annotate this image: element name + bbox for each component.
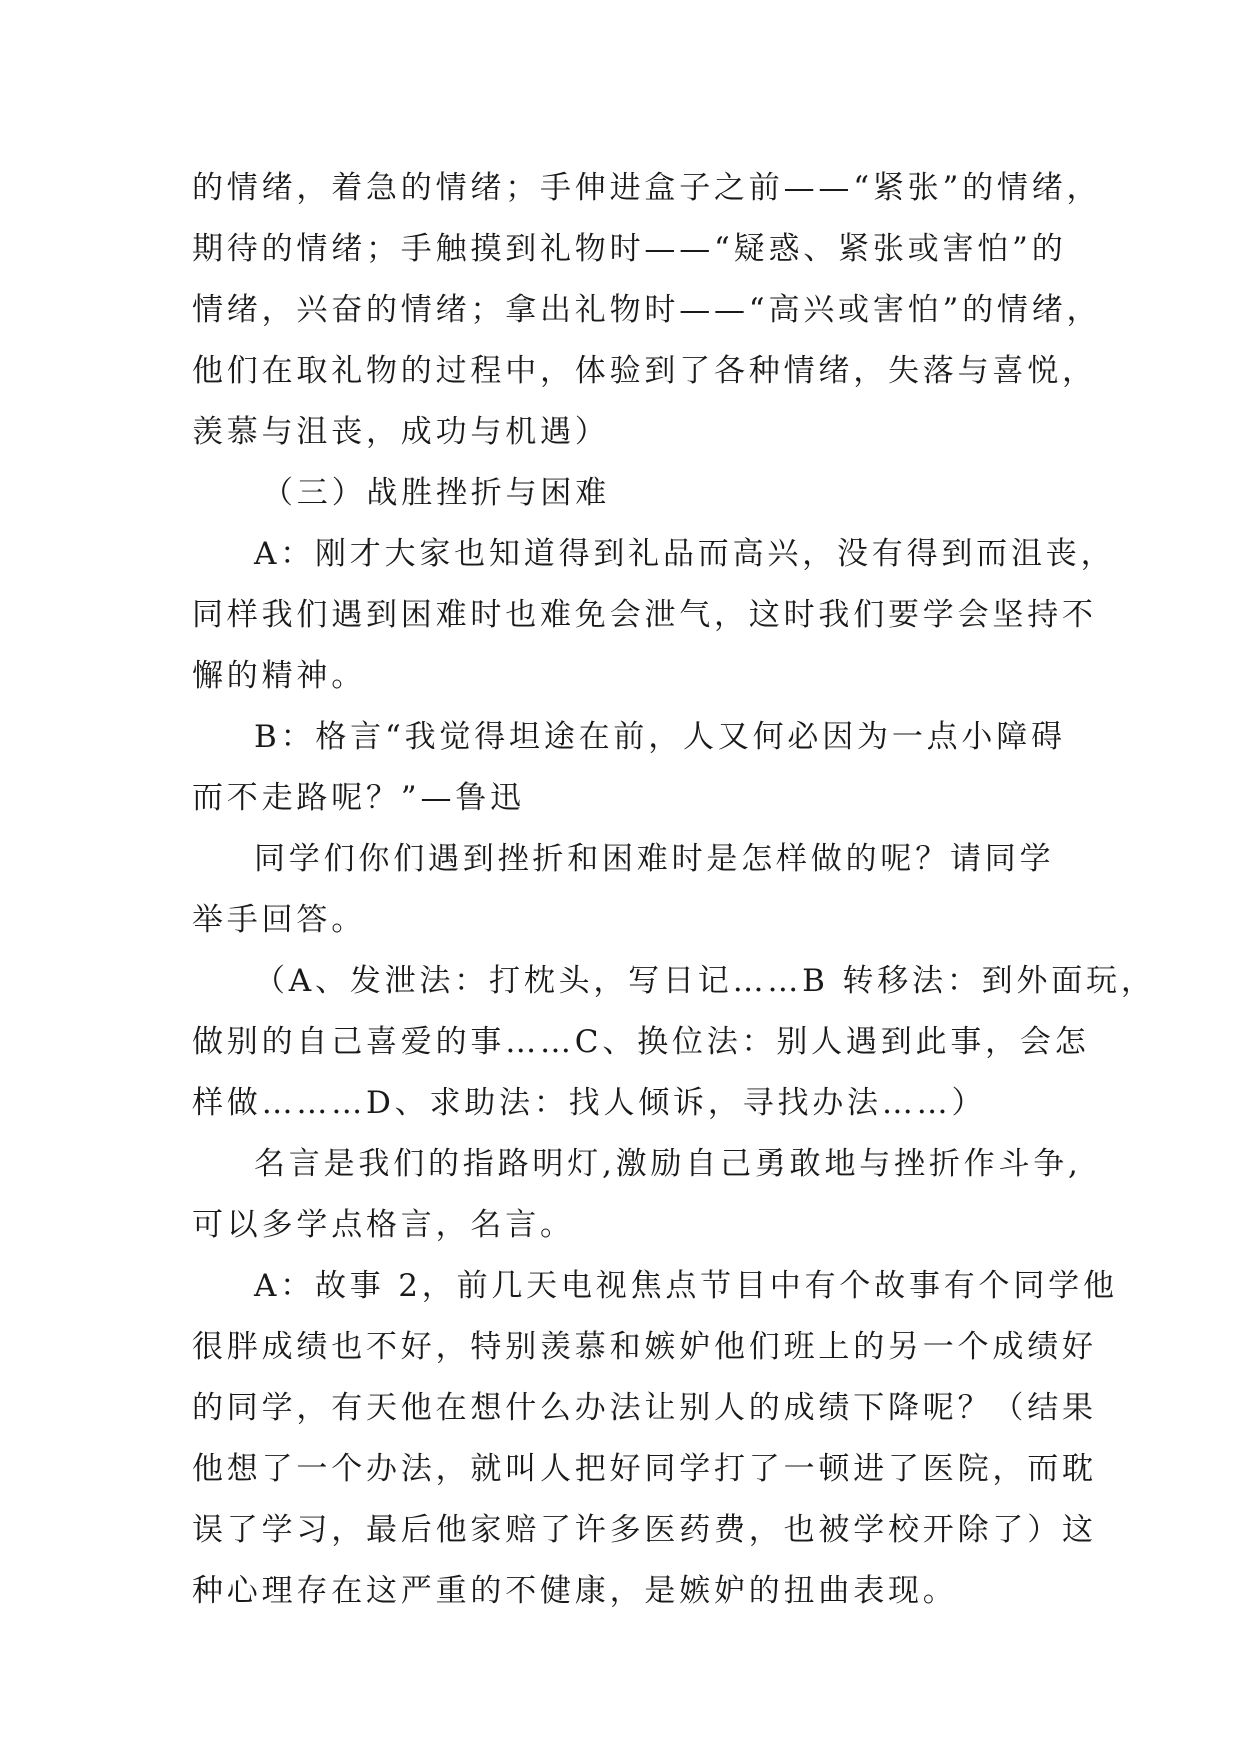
document-body	[192, 158, 1156, 1622]
text-line: 而不走路呢？”—鲁迅	[192, 780, 525, 816]
paragraph-question	[192, 829, 1055, 951]
paragraph-b-quote	[192, 707, 1066, 829]
text-line: 的情绪，着急的情绪；手伸进盒子之前——“紧张”的情绪，	[192, 170, 1102, 206]
text-line: 羡慕与沮丧，成功与机遇）	[192, 414, 610, 450]
text-line: （A、发泄法：打枕头，写日记……B 转移法：到外面玩，	[254, 963, 1156, 999]
paragraph-emotions	[192, 158, 1102, 463]
text-line: A：刚才大家也知道得到礼品而高兴，没有得到而沮丧，	[254, 536, 1116, 572]
heading-text: （三）战胜挫折与困难	[262, 475, 610, 511]
text-line: 做别的自己喜爱的事……C、换位法：别人遇到此事，会怎	[192, 1024, 1090, 1060]
text-line: B：格言“我觉得坦途在前，人又何必因为一点小障碍	[254, 719, 1066, 755]
text-line: 懈的精神。	[192, 658, 366, 694]
text-line: 期待的情绪；手触摸到礼物时——“疑惑、紧张或害怕”的	[192, 231, 1067, 267]
paragraph-a-setback	[192, 524, 1116, 707]
text-line: 举手回答。	[192, 902, 366, 938]
text-line: 误了学习，最后他家赔了许多医药费，也被学校开除了）这	[192, 1512, 1097, 1548]
text-line: 情绪，兴奋的情绪；拿出礼物时——“高兴或害怕”的情绪，	[192, 292, 1102, 328]
text-line: 名言是我们的指路明灯,激励自己勇敢地与挫折作斗争,	[254, 1146, 1082, 1182]
text-line: 很胖成绩也不好，特别羡慕和嫉妒他们班上的另一个成绩好	[192, 1329, 1097, 1365]
paragraph-methods	[192, 951, 1156, 1134]
text-line: 样做………D、求助法：找人倾诉，寻找办法……）	[192, 1085, 987, 1121]
text-line: A：故事 2，前几天电视焦点节目中有个故事有个同学他	[254, 1268, 1118, 1304]
text-line: 可以多学点格言，名言。	[192, 1207, 575, 1243]
paragraph-quotes	[192, 1134, 1082, 1256]
section-heading	[192, 463, 1052, 524]
text-line: 他们在取礼物的过程中，体验到了各种情绪，失落与喜悦，	[192, 353, 1097, 389]
text-line: 同学们你们遇到挫折和困难时是怎样做的呢？请同学	[254, 841, 1055, 877]
paragraph-story-2	[192, 1256, 1118, 1622]
text-line: 的同学，有天他在想什么办法让别人的成绩下降呢？（结果	[192, 1390, 1097, 1426]
text-line: 他想了一个办法，就叫人把好同学打了一顿进了医院，而耽	[192, 1451, 1097, 1487]
text-line: 种心理存在这严重的不健康，是嫉妒的扭曲表现。	[192, 1573, 958, 1609]
text-line: 同样我们遇到困难时也难免会泄气，这时我们要学会坚持不	[192, 597, 1097, 633]
